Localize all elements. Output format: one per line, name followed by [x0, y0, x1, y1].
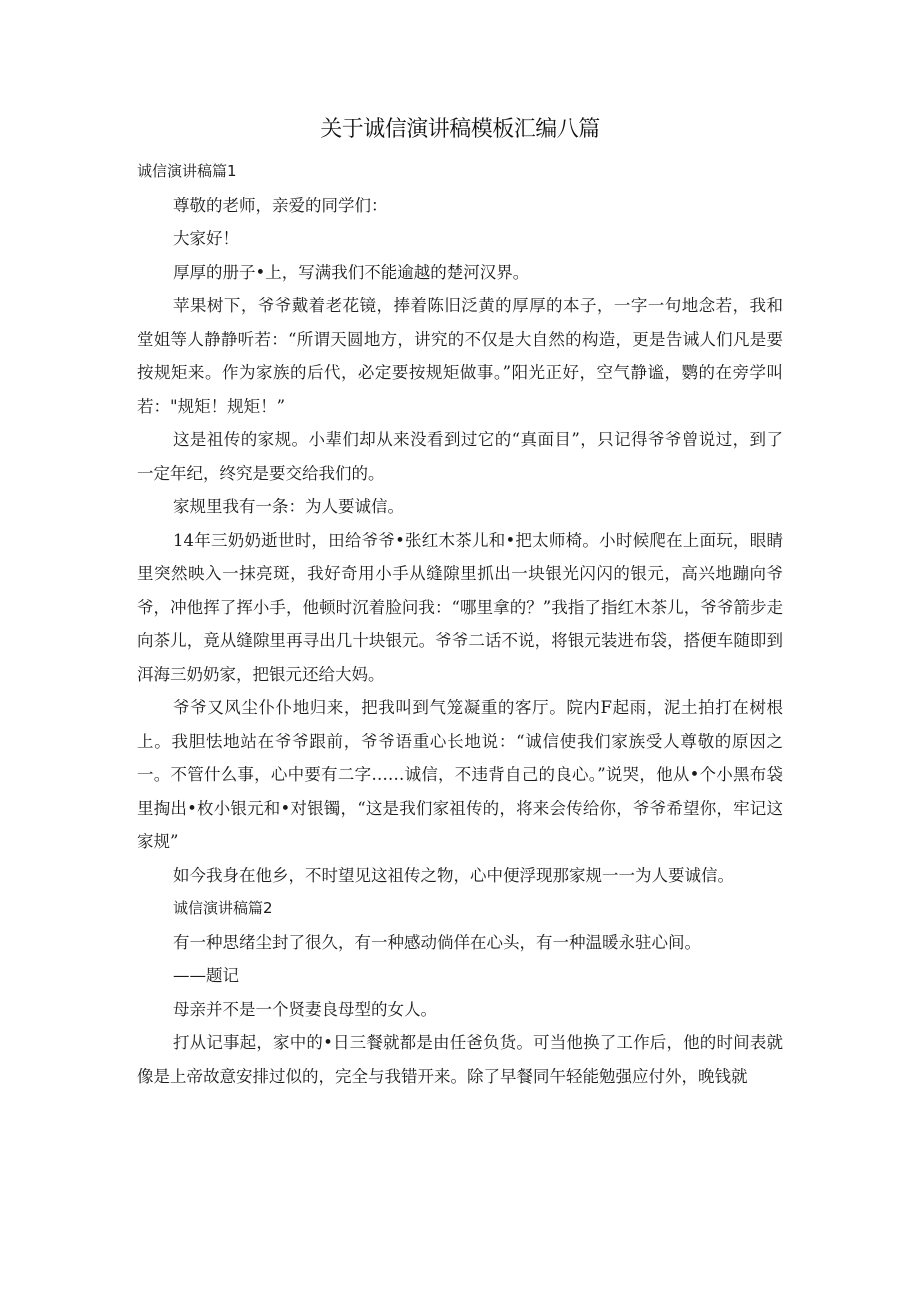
paragraph: ——题记	[173, 966, 239, 985]
section-heading: 诚信演讲稿篇2	[173, 899, 273, 917]
paragraph: 大家好！	[173, 229, 239, 248]
paragraph: 有一种思绪尘封了很久，有一种感动倘佯在心头，有一种温暖永驻心间。	[173, 932, 701, 952]
document-body	[137, 155, 783, 1093]
paragraph: 这是祖传的家规。小辈们却从来没看到过它的“真面目”，只记得爷爷曾说过，到了一定年纪，终究是要交给我们的。	[137, 430, 783, 483]
paragraph: 爷爷又风尘仆仆地归来，把我叫到气笼凝重的客厅。院内F起雨，泥土拍打在树根上。我胆怯地站在爷爷跟前，爷爷语重心长地说：“诚信使我们家族受人尊敬的原因之一。不管什么事，心中要有二字……诚信，不违背自己的良心。”说哭，他从•个小黑布袋里掏出•枚小银元和•对银镯，“这是我们家祖传的，将来会传给你，爷爷希望你，牢记这家规”	[137, 698, 783, 851]
paragraph: 家规里我有一条：为人要诚信。	[173, 497, 404, 516]
paragraph: 14年三奶奶逝世时，田给爷爷•张红木茶儿和•把太师椅。小时候爬在上面玩，眼睛里突然映入一抹亮斑，我好奇用小手从缝隙里抓出一块银光闪闪的银元，高兴地蹦向爷爷，冲他挥了挥小手，他顿时沉着脸问我：“哪里拿的？”我指了指红木茶儿，爷爷箭步走向茶儿，竟从缝隙里再寻出几十块银元。爷爷二话不说，将银元装进布袋，搭便车随即到洱海三奶奶家，把银元还给大妈。	[137, 530, 783, 684]
paragraph: 如今我身在他乡，不时望见这祖传之物，心中便浮现那家规一一为人要诚信。	[173, 865, 734, 885]
paragraph: 尊敬的老师，亲爱的同学们：	[173, 195, 388, 215]
paragraph: 母亲并不是一个贤妻良母型的女人。	[173, 999, 437, 1019]
document-title: 关于诚信演讲稿模板汇编八篇	[320, 117, 600, 142]
paragraph: 厚厚的册子•上，写满我们不能逾越的楚河汉界。	[173, 262, 530, 282]
section-heading: 诚信演讲稿篇1	[137, 162, 237, 180]
paragraph: 苹果树下，爷爷戴着老花镜，捧着陈旧泛黄的厚厚的本子，一字一句地念若，我和堂姐等人静静听若：“所谓天圆地方，讲究的不仅是大自然的构造，更是告诫人们凡是要按规矩来。作为家族的后代，必定要按规矩做事。”阳光正好，空气静谧，鹦的在旁学叫若："规矩！规矩！”	[137, 296, 783, 416]
paragraph: 打从记事起，家中的•日三餐就都是由任爸负货。可当他换了工作后，他的时间表就像是上帝故意安排过似的，完全与我错开来。除了早餐同午轻能勉强应付外，晚钱就	[137, 1033, 783, 1086]
